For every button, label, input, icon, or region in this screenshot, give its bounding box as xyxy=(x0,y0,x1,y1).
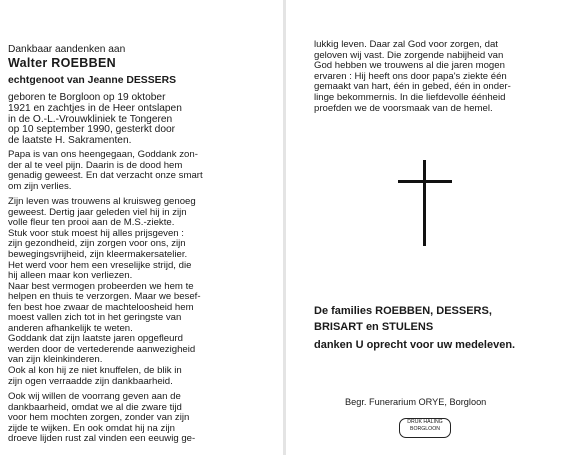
stamp-line: BORGLOON xyxy=(410,426,440,432)
spouse-line: echtgenoot van Jeanne DESSERS xyxy=(8,75,177,86)
text-line: Ook wij willen de voorrang geven aan de xyxy=(8,391,181,403)
text-line: werden door de vertederende aanwezigheid xyxy=(8,343,196,355)
bio-line: op 10 september 1990, gesterkt door xyxy=(8,124,176,136)
text-line: om zijn verlies. xyxy=(8,180,72,192)
stamp-line: DRUK HALING xyxy=(407,419,443,425)
family-line: BRISART en STULENS xyxy=(314,321,434,333)
text-line: genadig geweest. En dat verzacht onze smart xyxy=(8,170,203,182)
text-line: zijn gezondheid, zijn zorgen voor ons, zijn xyxy=(8,238,186,250)
text-line: Zijn leven was trouwens al kruisweg genoeg xyxy=(8,196,196,208)
text-line: proefden we de voorsmaak van de hemel. xyxy=(314,102,493,114)
text-line: fen best hoe zwaar de machteloosheid hem xyxy=(8,301,194,313)
text-line: Het werd voor hem een vreselijke strijd, die xyxy=(8,259,192,271)
cross-bar xyxy=(398,180,452,183)
text-line: bewegingsvrijheid, zijn kleermakersatelier. xyxy=(8,248,188,260)
text-line: geweest. Dertig jaar geleden viel hij in zijn xyxy=(8,206,187,218)
text-line: ervaren : Hij heeft ons door papa's ziekte één xyxy=(314,70,507,82)
text-line: linge bekommernis. In die liefdevolle éénheid xyxy=(314,92,506,103)
text-line: Ook al kon hij ze niet knuffelen, de blik in xyxy=(8,365,182,376)
funeral-home: Begr. Funerarium ORYE, Borgloon xyxy=(345,397,487,407)
text-line: zijn ogen verraadde zijn dankbaarheid. xyxy=(8,375,173,387)
text-line: der al te veel pijn. Daarin is de dood hem xyxy=(8,159,183,171)
text-line: geloven wij vast. Die zorgende nabijheid van xyxy=(314,49,504,61)
text-line: zijde te wijken. En ook omdat hij na zijn xyxy=(8,422,175,434)
bio-line: de laatste H. Sakramenten. xyxy=(8,135,132,147)
text-line: anderen afhankelijk te weten. xyxy=(8,322,133,334)
text-line: Goddank dat zijn laatste jaren opgefleurd xyxy=(8,333,183,345)
text-line: droeve lijden rust zal vinden een eeuwig ge- xyxy=(8,433,196,445)
dedication-line: Dankbaar aandenken aan xyxy=(8,44,126,55)
text-line: voor hem mochten zorgen, zonder van zijn xyxy=(8,412,190,424)
deceased-name: Walter ROEBBEN xyxy=(8,56,116,70)
text-line: Papa is van ons heengegaan, Goddank zon- xyxy=(8,149,198,160)
bio-line: in de O.-L.-Vrouwkliniek te Tongeren xyxy=(8,113,173,125)
text-line: God hebben we trouwens al die jaren mogen xyxy=(314,60,505,72)
text-line: helpen en thuis te verzorgen. Maar we besef- xyxy=(8,291,201,303)
text-line: hij alleen maar kon verliezen. xyxy=(8,270,133,282)
text-line: Stuk voor stuk moest hij alles prijsgeven : xyxy=(8,227,184,239)
text-line: moest vallen zich tot in het geringste van xyxy=(8,312,182,324)
cross-icon xyxy=(423,160,426,246)
text-line: gemaakt van hart, één in gebed, één in onder- xyxy=(314,81,511,93)
bio-line: geboren te Borgloon op 19 oktober xyxy=(8,92,166,103)
text-line: van zijn kleinkinderen. xyxy=(8,354,103,366)
bio-line: 1921 en zachtjes in de Heer ontslapen xyxy=(8,102,182,114)
thanks-line: danken U oprecht voor uw medeleven. xyxy=(314,339,516,351)
text-line: lukkig leven. Daar zal God voor zorgen, dat xyxy=(314,39,498,50)
family-line: De families ROEBBEN, DESSERS, xyxy=(314,305,492,317)
text-line: volle fleur ten prooi aan de M.S.-ziekte. xyxy=(8,217,175,229)
text-line: Naar best vermogen probeerden we hem te xyxy=(8,280,194,292)
text-line: dankbaarheid, omdat we al die zware tijd xyxy=(8,401,182,413)
printer-stamp xyxy=(399,418,451,438)
